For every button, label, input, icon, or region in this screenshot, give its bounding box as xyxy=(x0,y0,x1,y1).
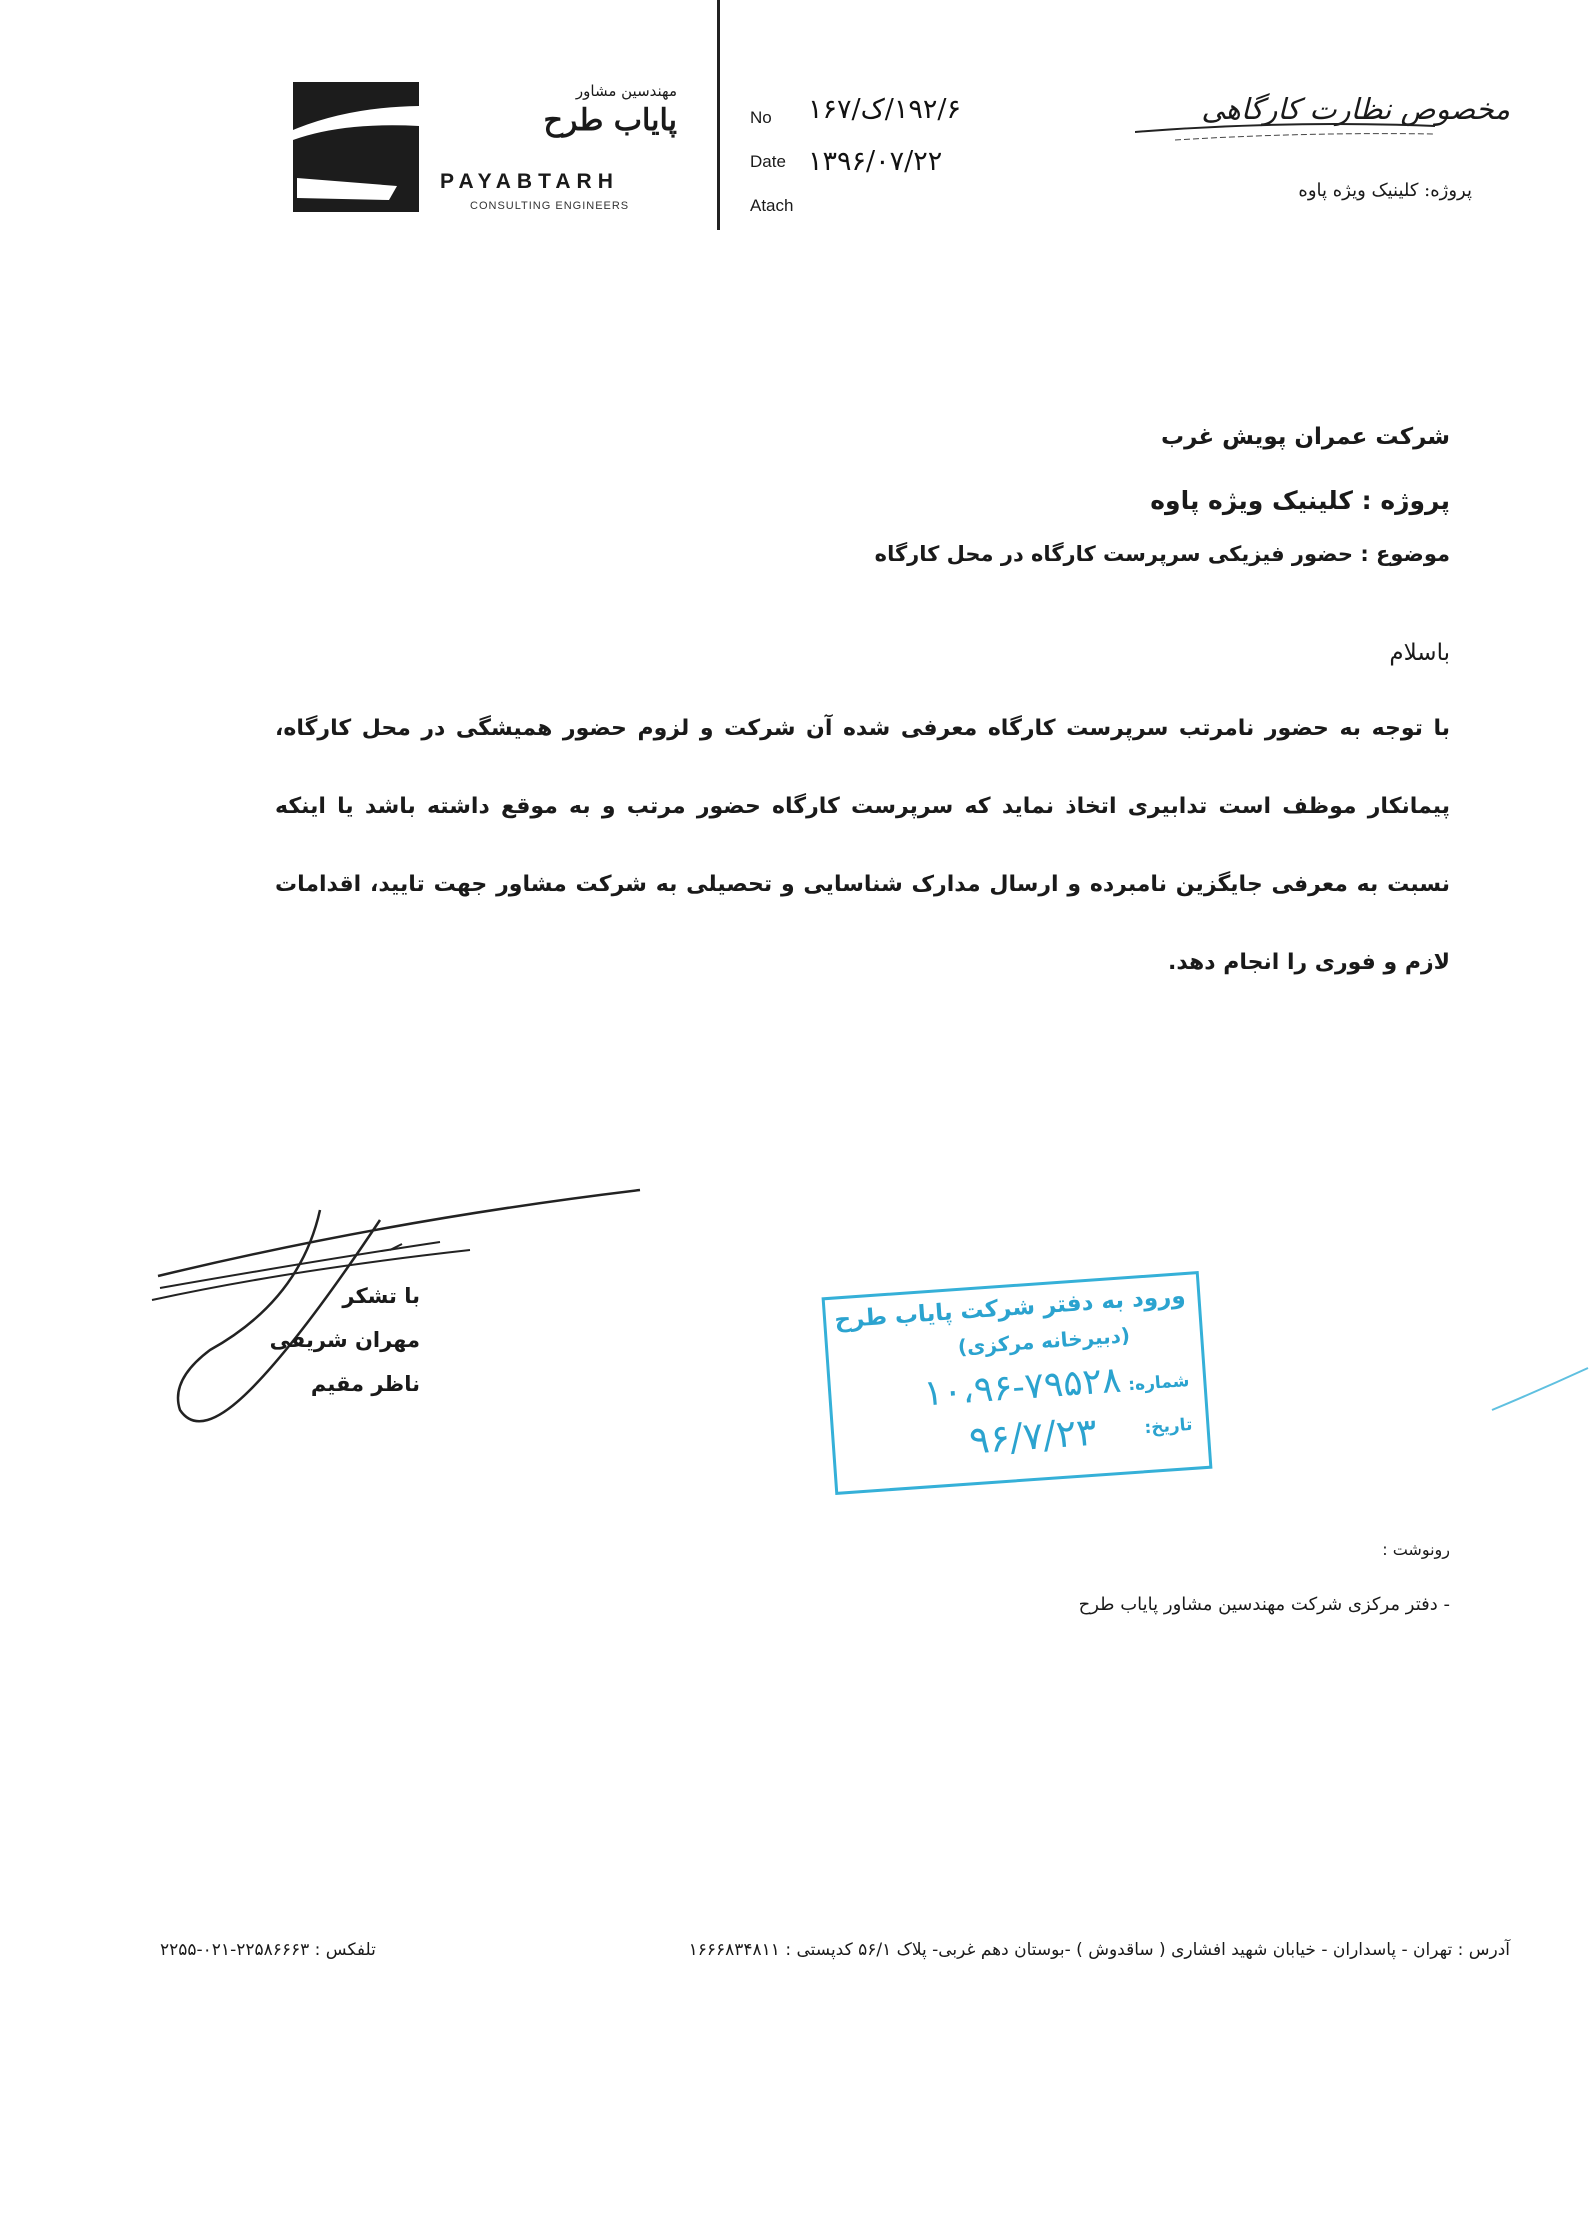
stamp-date-label: تاریخ: xyxy=(1143,1414,1194,1439)
entry-stamp xyxy=(822,1271,1213,1495)
signature-role: ناظر مقیم xyxy=(310,1372,420,1396)
date-label: Date xyxy=(750,152,786,171)
logo-mark-icon xyxy=(293,82,419,212)
date-value: ۱۳۹۶/۰۷/۲۲ xyxy=(808,146,943,177)
letter-body: با توجه به حضور نامرتب سرپرست کارگاه معرفی شده آن شرکت و لزوم حضور همیشگی در محل کارگاه، پیمانکار موظف است تدابیری اتخاذ نماید که سرپرست کارگاه حضور مرتب و به موقع داشته باشد یا اینکه نسبت به معرفی جایگزین نامبرده و ارسال مدارک شناسایی و تحصیلی به شرکت مشاور جهت تایید، اقدامات لازم و فوری را انجام دهد. xyxy=(275,716,1450,975)
logo-title-en: PAYABTARH xyxy=(440,170,619,193)
signature-name: مهران شریفی xyxy=(269,1328,420,1352)
header-divider xyxy=(717,0,720,230)
greeting: باسلام xyxy=(1389,640,1450,666)
stamp-number-value: ۱۰،۹۶-۷۹۵۲۸ xyxy=(922,1359,1123,1415)
recipient: شرکت عمران پویش غرب xyxy=(1161,424,1450,450)
signature-closing: با تشکر xyxy=(342,1284,420,1308)
stamp-number-label: شماره: xyxy=(1127,1371,1190,1396)
attach-label: Atach xyxy=(750,196,794,215)
signature-block xyxy=(270,1274,420,1406)
company-logo xyxy=(293,82,419,212)
handwritten-title: مخصوص نظارت کارگاهی xyxy=(1201,92,1510,126)
stamp-title: ورود به دفتر شرکت پایاب طرح xyxy=(833,1283,1187,1334)
cc-item: - دفتر مرکزی شرکت مهندسین مشاور پایاب طرح xyxy=(1078,1594,1450,1615)
stamp-date-value: ۹۶/۷/۲۳ xyxy=(967,1409,1099,1463)
project-line: پروژه : کلینیک ویژه پاوه xyxy=(1150,486,1450,515)
handwritten-project: پروژه: کلینیک ویژه پاوه xyxy=(1298,180,1472,201)
no-label: No xyxy=(750,108,772,127)
stamp-subtitle: (دبیرخانه مرکزی) xyxy=(957,1323,1131,1360)
no-value: ۱۹۲/۶/ک/۱۶۷ xyxy=(808,94,961,125)
edge-pen-mark xyxy=(1490,1360,1590,1420)
logo-title-fa: پایاب طرح xyxy=(543,103,677,138)
logo-subtitle-en: CONSULTING ENGINEERS xyxy=(470,200,630,212)
footer-telfax: تلفکس : ۲۲۵۸۶۶۶۳-۰۲۱-۲۲۵۵ xyxy=(160,1940,376,1960)
logo-subtitle-fa: مهندسین مشاور xyxy=(575,82,677,100)
footer-address: آدرس : تهران - پاسداران - خیابان شهید افشاری ( ساقدوش ) -بوستان دهم غربی- پلاک ۵۶/۱ کدپستی : ۱۶۶۶۸۳۴۸۱۱ xyxy=(688,1940,1510,1960)
handwritten-underline xyxy=(1135,116,1435,146)
subject-line: موضوع : حضور فیزیکی سرپرست کارگاه در محل کارگاه xyxy=(874,542,1450,566)
cc-label: رونوشت : xyxy=(1382,1540,1450,1559)
